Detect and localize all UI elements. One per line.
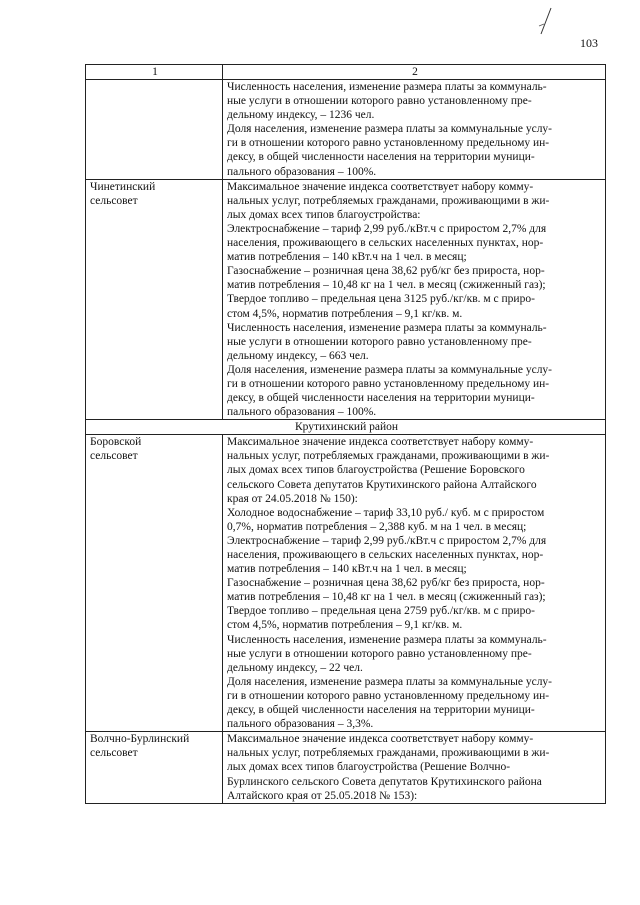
description-paragraph: Численность населения, изменение размера платы за коммуналь- ные услуги в отношении которого равно установленному пре- дельному индексу, – 663 чел. bbox=[227, 321, 547, 362]
description-paragraph: Электроснабжение – тариф 2,99 руб./кВт.ч с приростом 2,7% для населения, проживающего в сельских населенных пунктах, нор- матив потребления – 140 кВт.ч на 1 чел. в месяц; bbox=[227, 534, 547, 576]
description-paragraph: Твердое топливо – предельная цена 2759 руб./кг/кв. м с приро- стом 4,5%, норматив потребления – 9,1 кг/кв. м. bbox=[227, 605, 535, 632]
description-paragraph: Доля населения, изменение размера платы за коммунальные услу- ги в отношении которого равно установленному предельному ин- дексу, в общей численности населения на территории муници- пального образования – 100%. bbox=[227, 123, 553, 178]
description-paragraph: Газоснабжение – розничная цена 38,62 руб/кг без прироста, нор- матив потребления – 10,48 кг на 1 чел. в месяц (сжиженный газ); bbox=[227, 265, 546, 292]
column-header-1: 1 bbox=[86, 65, 223, 80]
description-paragraph: Максимальное значение индекса соответствует набору комму- нальных услуг, потребляемых гражданами, проживающими в жи- лых домах всех типов благоустройства (Решение Боровского сельского Совета депутатов Крутихинского района Алтайского края от 24.05.2018 № 150): bbox=[227, 436, 550, 505]
settlement-description bbox=[223, 80, 606, 180]
description-paragraph: Численность населения, изменение размера платы за коммуналь- ные услуги в отношении которого равно установленному пре- дельному индексу, – 1236 чел. bbox=[227, 81, 547, 122]
tariff-table bbox=[85, 64, 606, 804]
table-row bbox=[86, 435, 606, 732]
settlement-name: Чинетинский сельсовет bbox=[86, 179, 223, 420]
description-paragraph: Доля населения, изменение размера платы за коммунальные услу- ги в отношении которого равно установленному предельному ин- дексу, в общей численности населения на территории муници- пального образования – 3,3%. bbox=[227, 675, 553, 731]
table-header-row bbox=[86, 65, 606, 80]
description-paragraph: Максимальное значение индекса соответствует набору комму- нальных услуг, потребляемых гражданами, проживающими в жи- лых домах всех типов благоустройства: bbox=[227, 180, 550, 221]
settlement-name bbox=[86, 80, 223, 180]
table-row bbox=[86, 732, 606, 803]
settlement-description bbox=[223, 732, 606, 803]
description-paragraph: Численность населения, изменение размера платы за коммуналь- ные услуги в отношении которого равно установленному пре- дельному индексу, – 22 чел. bbox=[227, 633, 547, 674]
settlement-description bbox=[223, 179, 606, 420]
description-paragraph: Твердое топливо – предельная цена 3125 руб./кг/кв. м с приро- стом 4,5%, норматив потребления – 9,1 кг/кв. м. bbox=[227, 293, 535, 320]
table-row bbox=[86, 80, 606, 180]
district-row bbox=[86, 420, 606, 435]
settlement-name: Боровской сельсовет bbox=[86, 435, 223, 732]
table-row bbox=[86, 179, 606, 420]
pen-mark-icon bbox=[538, 6, 554, 36]
settlement-description bbox=[223, 435, 606, 732]
description-paragraph: Газоснабжение – розничная цена 38,62 руб/кг без прироста, нор- матив потребления – 10,48 кг на 1 чел. в месяц (сжиженный газ); bbox=[227, 577, 546, 604]
district-name: Крутихинский район bbox=[86, 420, 606, 435]
settlement-name: Волчно-Бурлинский сельсовет bbox=[86, 732, 223, 803]
description-paragraph: Доля населения, изменение размера платы за коммунальные услу- ги в отношении которого равно установленному предельному ин- дексу, в общей численности населения на территории муници- пального образования – 100%. bbox=[227, 363, 553, 419]
column-header-2: 2 bbox=[223, 65, 606, 80]
page-number: 103 bbox=[580, 36, 598, 50]
description-paragraph: Холодное водоснабжение – тариф 33,10 руб./ куб. м с приростом 0,7%, норматив потребления – 2,388 куб. м на 1 чел. в месяц; bbox=[227, 506, 545, 533]
description-paragraph: Максимальное значение индекса соответствует набору комму- нальных услуг, потребляемых гражданами, проживающими в жи- лых домах всех типов благоустройства (Решение Волчно- Бурлинского сельского Совета депутатов Крутихинского района Алтайского края от 25.05.2018 № 153): bbox=[227, 733, 550, 802]
description-paragraph: Электроснабжение – тариф 2,99 руб./кВт.ч с приростом 2,7% для населения, проживающего в сельских населенных пунктах, нор- матив потребления – 140 кВт.ч на 1 чел. в месяц; bbox=[227, 222, 547, 264]
